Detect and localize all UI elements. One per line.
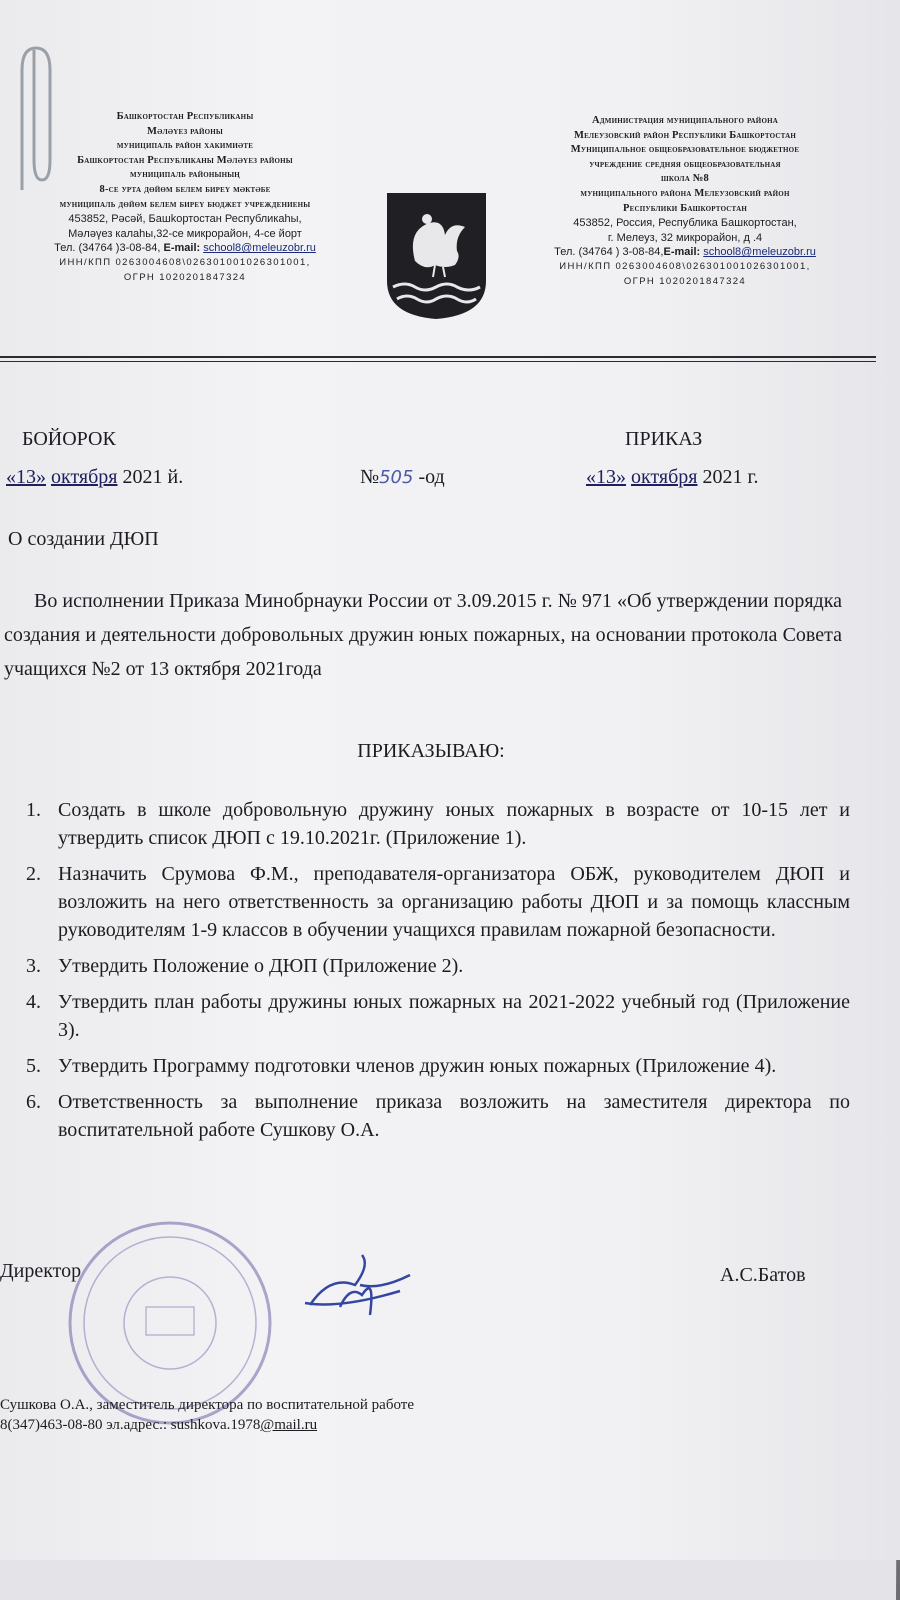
coat-of-arms-emblem	[385, 191, 488, 321]
header-left-line: Мәләүез районы	[146, 125, 224, 137]
list-item	[0, 988, 850, 1044]
footer-contact	[0, 1395, 414, 1435]
list-item	[0, 860, 850, 944]
header-left-ogrn: ОГРН 1020201847324	[123, 271, 247, 283]
header-left-line: Башkортостан Республикаhы Мәләүез районы	[77, 154, 293, 166]
header-divider	[0, 356, 876, 358]
header-left-address: 453852, Рәсәй, Башkортостан Республикаhы,	[68, 213, 302, 226]
header-right-address: 453852, Россия, Республика Башкортостан,	[573, 217, 797, 230]
header-left-address: Мәләүез калаhы,32-се микрорайон, 4-се йорт	[68, 227, 302, 240]
header-right-line: Администрация муниципального района	[591, 115, 778, 126]
header-left-email-link[interactable]: school8@meleuzobr.ru	[203, 242, 316, 255]
list-item	[0, 1052, 850, 1080]
order-number	[360, 466, 445, 489]
preamble-paragraph	[4, 584, 842, 686]
list-item	[0, 1088, 850, 1144]
header-right-line: муниципального района Мелеузовский район	[580, 187, 790, 199]
item-number: 2.	[26, 863, 41, 885]
header-left-line: муниципаль районының	[130, 169, 240, 181]
order-date-russian	[586, 466, 758, 489]
footer-author: Сушкова О.А., заместитель директора по воспитательной работе	[0, 1397, 414, 1413]
header-right-contacts	[505, 245, 865, 260]
header-right-phone: Тел. (34764 ) 3-08-84,	[554, 246, 664, 259]
number-handwritten: 505	[379, 467, 414, 488]
signature-label: Директор	[0, 1260, 82, 1282]
preamble-text: Во исполнении Приказа Минобрнауки России от 3.09.2015 г. № 971 «Об утверждении порядка создания и деятельности добровольных дружин юных пожарных, на основании протокола Совета учащихся №2 от 13 октября 2021года	[4, 590, 842, 680]
header-right-line: Мелеузовский район Республики Башкортостан	[573, 129, 797, 141]
item-text: Назначить Срумова Ф.М., преподавателя-организатора ОБЖ, руководителем ДЮП и возложить на него ответственность за организацию работы ДЮП и за помощь классным руководителям 1-9 классов в обучении учащихся правилам пожарной безопасности.	[58, 863, 850, 941]
header-right-line: учреждение средняя общеобразовательная	[589, 158, 781, 170]
order-title-bashkir: БОЙОРОК	[22, 428, 116, 450]
header-right-line: Республики Башкортостан	[623, 202, 747, 214]
item-text: Ответственность за выполнение приказа возложить на заместителя директора по воспитательной работе Сушкову О.А.	[58, 1091, 850, 1141]
header-right-line: Муниципальное общеобразовательное бюджетное	[570, 144, 800, 156]
item-number: 6.	[26, 1091, 41, 1113]
header-left-contacts	[0, 241, 370, 256]
header-right-inn: ИНН/КПП 0263004608\026301001026301001,	[559, 260, 811, 272]
date-year: 2021 г.	[702, 466, 759, 488]
header-right-ogrn: ОГРН 1020201847324	[623, 275, 747, 287]
order-subject: О создании ДЮП	[8, 528, 159, 550]
date-month: октября	[631, 466, 698, 488]
order-word: ПРИКАЗЫВАЮ:	[357, 740, 505, 762]
item-number: 3.	[26, 955, 41, 977]
header-left-line: муниципаль район хакимиәте	[116, 140, 254, 152]
item-text: Утвердить Программу подготовки членов дружин юных пожарных (Приложение 4).	[58, 1055, 777, 1077]
date-month: октября	[51, 466, 118, 488]
date-day: «13»	[6, 466, 46, 488]
header-divider-thin	[0, 361, 876, 362]
director-signature	[300, 1245, 420, 1325]
header-right-email-link[interactable]: school8@meleuzobr.ru	[703, 246, 816, 259]
order-date-bashkir	[6, 466, 183, 489]
header-left-inn: ИНН/КПП 0263004608\026301001026301001,	[59, 256, 311, 268]
date-day: «13»	[586, 466, 626, 488]
date-year: 2021 й.	[122, 466, 184, 488]
footer-email-link[interactable]: @mail.ru	[260, 1417, 318, 1433]
header-left-email-label: E-mail:	[163, 242, 204, 255]
item-text: Утвердить план работы дружины юных пожарных на 2021-2022 учебный год (Приложение 3).	[58, 991, 850, 1041]
header-left-line: муниципаль дөйөм белем биреү бюджет учреждениеhы	[59, 198, 311, 210]
header-left	[0, 110, 370, 285]
header-right-email-label: E-mail:	[663, 246, 704, 259]
item-text: Утвердить Положение о ДЮП (Приложение 2).	[58, 955, 464, 977]
header-left-line: Башkортостан Республикаhы	[116, 111, 254, 122]
list-item	[0, 796, 850, 852]
footer-phone-email	[0, 1415, 414, 1435]
number-suffix: -од	[418, 466, 445, 488]
item-number: 1.	[26, 799, 41, 821]
signature-name: А.С.Батов	[720, 1264, 806, 1286]
footer-phone: 8(347)463-08-80 эл.адрес.: sushkova.1978	[0, 1417, 261, 1433]
order-items-list	[0, 796, 850, 1152]
header-left-phone: Тел. (34764 )3-08-84,	[54, 242, 164, 255]
list-item	[0, 952, 850, 980]
number-sign: №	[360, 466, 380, 488]
item-number: 5.	[26, 1055, 41, 1077]
order-title-russian: ПРИКАЗ	[625, 428, 703, 450]
header-right	[505, 114, 865, 289]
item-number: 4.	[26, 991, 41, 1013]
item-text: Создать в школе добровольную дружину юных пожарных в возрасте от 10-15 лет и утвердить список ДЮП с 19.10.2021г. (Приложение 1).	[58, 799, 850, 849]
header-left-line: 8-се урта дөйөм белем биреү мәктәбе	[99, 183, 271, 195]
header-right-line: школа №8	[661, 173, 709, 185]
header-right-address: г. Мелеуз, 32 микрорайон, д .4	[607, 231, 763, 244]
